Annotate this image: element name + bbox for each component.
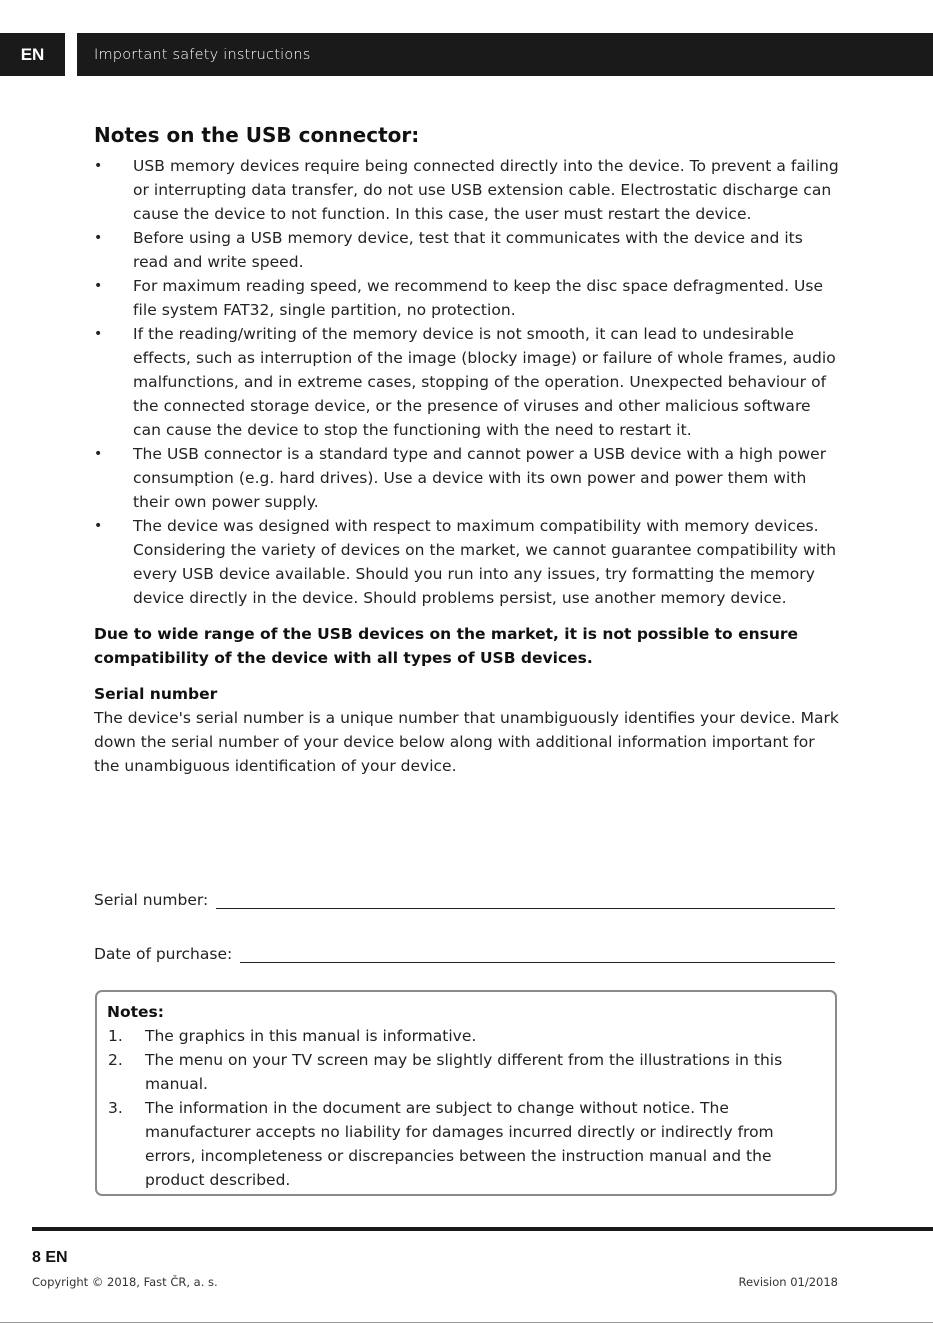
notes-heading: Notes: xyxy=(107,1003,164,1021)
note-number: 2. xyxy=(108,1051,123,1069)
list-item: • The USB connector is a standard type and cannot power a USB device with a high power consumption (e.g. hard drives). Use a device with its own power and power them with their own power supply. xyxy=(94,442,839,514)
page-bottom-divider xyxy=(0,1322,933,1323)
header-title: Important safety instructions xyxy=(94,47,311,63)
main-content xyxy=(94,118,839,778)
notes-list xyxy=(107,1024,825,1192)
list-item xyxy=(107,1096,825,1192)
serial-number-label: Serial number: xyxy=(94,891,209,909)
serial-number-description: The device's serial number is a unique number that unambiguously identifies your device. Mark down the serial number of your device below along with additional information important for the unambiguous identification of your device. xyxy=(94,709,839,775)
note-text: The information in the document are subject to change without notice. The manufacturer accepts no liability for damages incurred directly or indirectly from errors, incompleteness or discrepancies between the instruction manual and the product described. xyxy=(145,1099,774,1189)
list-item: • If the reading/writing of the memory device is not smooth, it can lead to undesirable effects, such as interruption of the image (blocky image) or failure of whole frames, audio malfunctions, and in extreme cases, stopping of the operation. Unexpected behaviour of the connected storage device, or the presence of viruses and other malicious software can cause the device to stop the functioning with the need to restart it. xyxy=(94,322,839,442)
list-item xyxy=(107,1048,825,1096)
date-of-purchase-field xyxy=(94,945,835,963)
note-text: The graphics in this manual is informative. xyxy=(145,1027,477,1045)
list-item: • The device was designed with respect to maximum compatibility with memory devices. Considering the variety of devices on the market, we cannot guarantee compatibility with every USB device available. Should you run into any issues, try formatting the memory device directly in the device. Should problems persist, use another memory device. xyxy=(94,514,839,610)
note-number: 1. xyxy=(108,1027,123,1045)
page-number: 8 EN xyxy=(32,1249,68,1266)
list-item: • Before using a USB memory device, test that it communicates with the device and its read and write speed. xyxy=(94,226,839,274)
serial-number-heading: Serial number xyxy=(94,685,218,703)
note-text: The menu on your TV screen may be slightly different from the illustrations in this manual. xyxy=(145,1051,783,1093)
usb-section-title: Notes on the USB connector: xyxy=(94,123,420,147)
serial-number-blank-line xyxy=(216,891,835,909)
list-item xyxy=(107,1024,825,1048)
serial-number-field xyxy=(94,891,835,909)
date-of-purchase-blank-line xyxy=(240,945,835,963)
notes-box xyxy=(95,990,837,1196)
date-of-purchase-label: Date of purchase: xyxy=(94,945,233,963)
header-bar xyxy=(0,33,933,76)
list-item: • USB memory devices require being connected directly into the device. To prevent a failing or interrupting data transfer, do not use USB extension cable. Electrostatic discharge can cause the device to not function. In this case, the user must restart the device. xyxy=(94,154,839,226)
language-tab: EN xyxy=(0,33,77,76)
list-item: • For maximum reading speed, we recommend to keep the disc space defragmented. Use file system FAT32, single partition, no protection. xyxy=(94,274,839,322)
copyright-text: Copyright © 2018, Fast ČR, a. s. xyxy=(32,1275,218,1289)
footer-divider xyxy=(32,1227,933,1231)
usb-notes-list xyxy=(94,154,839,610)
revision-text: Revision 01/2018 xyxy=(738,1275,838,1289)
note-number: 3. xyxy=(108,1099,123,1117)
usb-compatibility-warning: Due to wide range of the USB devices on the market, it is not possible to ensure compatibility of the device with all types of USB devices. xyxy=(94,625,799,667)
